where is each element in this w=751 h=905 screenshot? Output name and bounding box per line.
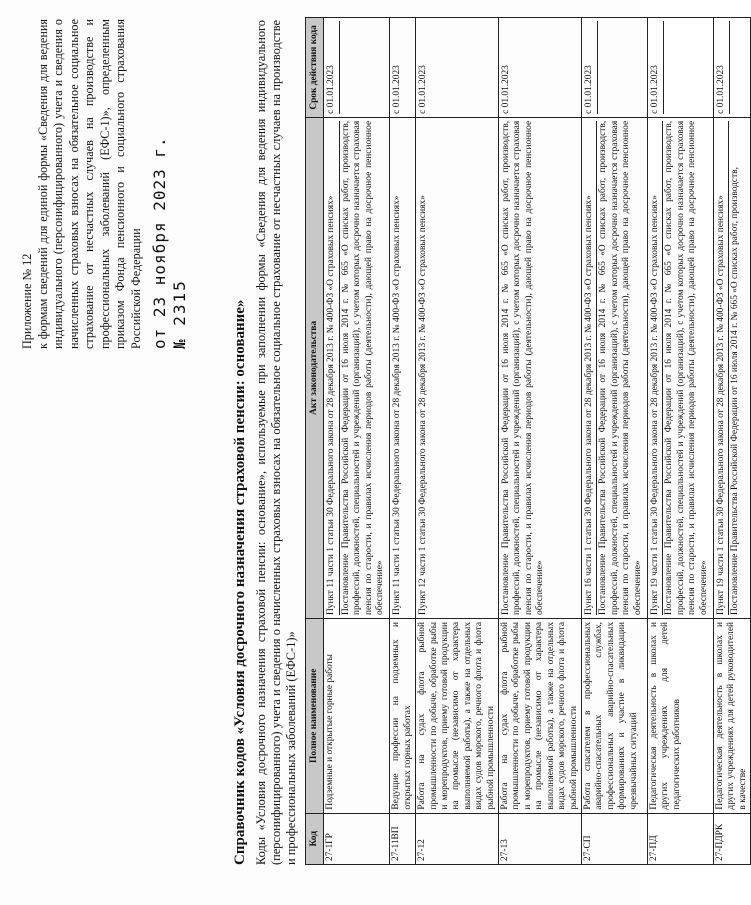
validity-date: с 01.01.2023 [325,21,340,114]
validity-date [340,21,388,114]
intro-paragraph: Коды «Условия досрочного назначения страховой пенсии: основание», используемые при заполнении формы «Сведения для ведения индивидуального (персонифицированного) учета и сведения о начисленных страховых взносах на обязательное социальное страхование от несчастных случаев на производстве и профессиональных заболеваний (ЕФС-1)» [254,20,298,865]
validity-date [730,21,743,114]
row-code: 27-12 [416,813,499,864]
appendix-date: от 23 ноября 2023 г. [150,136,169,349]
header-name: Полное наименование [306,618,324,813]
appendix-order-number: № 2315 [169,279,189,349]
validity-date: с 01.01.2023 [501,65,512,114]
row-code: 27-СП [581,813,647,864]
validity-date: с 01.01.2023 [715,21,730,114]
row-legislation [324,117,390,618]
row-legislation [499,117,582,618]
row-full-name: Ведущие профессии на подземных и открытых горных работах [390,618,416,813]
row-full-name: Педагогическая деятельность в школах и других учреждениях для детей руководителей в качестве [713,618,750,813]
row-validity [390,18,416,118]
table-row [324,18,390,865]
row-legislation [416,117,499,618]
row-legislation [581,117,647,618]
legislation-act: Пункт 19 части 1 статьи 30 Федерального закона от 28 декабря 2013 г. № 400-ФЗ «О страховых пенсиях» [715,121,729,615]
validity-date [598,21,646,114]
row-legislation [647,117,713,618]
legislation-act: Пункт 11 части 1 статьи 30 Федерального закона от 28 декабря 2013 г. № 400-ФЗ «О страховых пенсиях» [392,195,403,615]
legislation-act: Пункт 11 части 1 статьи 30 Федерального закона от 28 декабря 2013 г. № 400-ФЗ «О страховых пенсиях» [325,121,339,615]
validity-date: с 01.01.2023 [649,21,664,114]
legislation-act: Пункт 16 части 1 статьи 30 Федерального закона от 28 декабря 2013 г. № 400-ФЗ «О страховых пенсиях» [583,121,597,615]
validity-date: с 01.01.2023 [583,21,598,114]
row-full-name: Подземные и открытые горные работы [324,618,390,813]
row-legislation [713,117,750,618]
row-full-name: Педагогическая деятельность в школах и других учреждениях для детей педагогических работников [647,618,713,813]
row-code: 27-ПД [647,813,713,864]
legislation-act: Постановление Правительства Российской Федерации от 16 июля 2014 г. № 665 «О списках работ, производств, профессий, должностей, специальностей и учреждений (организаций), с учетом которых досрочно назначается страховая пенсия по старости, и правилах исчисления периодов работы (деятельности), дающей право на досрочное пенсионное обеспечение» [501,120,546,615]
validity-date: с 01.01.2023 [392,65,403,114]
row-full-name: Работа на судах флота рыбной промышленности по добыче, обработке рыбы и морепродуктов, приему готовой продукции на промысле (независимо от характера выполняемой работы), а также на отдельных видах судов морского, речного флота и флота рыбной промышленности [499,618,582,813]
legislation-act: Пункт 19 части 1 статьи 30 Федерального закона от 28 декабря 2013 г. № 400-ФЗ «О страховых пенсиях» [649,121,663,615]
legislation-act: Постановление Правительства Российской Федерации от 16 июля 2014 г. № 665 «О списках работ, производств, профессий, должностей, специальностей и учреждений (организаций), с учетом которых досрочно назначается страховая пенсия по старости, и правилах исчисления периодов работы (деятельности), дающей право на досрочное пенсионное обеспечение» [598,120,643,615]
row-validity [713,18,750,118]
document-title: Справочник кодов «Условия досрочного назначения страховой пенсии: основание» [232,299,248,865]
row-code: 27-11ВП [390,813,416,864]
table-row [581,18,647,865]
row-full-name: Работа спасателем в профессиональных аварийно-спасательных службах, профессиональных аварийно-спасательных формированиях и участие в ликвидации чрезвычайных ситуаций [581,618,647,813]
header-validity: Срок действия кода [306,18,324,118]
table-body [324,18,751,865]
legislation-act: Постановление Правительства Российской Федерации от 16 июля 2014 г. № 665 «О списках работ, производств, [730,167,741,615]
header-code: Код [306,813,324,864]
appendix-number: Приложение № 12 [20,253,34,349]
table-header-row [306,18,324,865]
row-validity [499,18,582,118]
validity-date: с 01.01.2023 [418,65,429,114]
table-row [713,18,750,865]
codes-table [305,17,751,865]
row-legislation [390,117,416,618]
row-validity [324,18,390,118]
validity-date [664,21,712,114]
row-code: 27-1ГР [324,813,390,864]
row-validity [581,18,647,118]
row-full-name: Работа на судах флота рыбной промышленности по добыче, обработке рыбы и морепродуктов, приему готовой продукции на промысле (независимо от характера выполняемой работы), а также на отдельных видах судов морского, речного флота и флота рыбной промышленности [416,618,499,813]
table-row [499,18,582,865]
table-row [647,18,713,865]
row-code: 27-ПДРК [713,813,750,864]
table-row [390,18,416,865]
row-code: 27-13 [499,813,582,864]
legislation-act: Постановление Правительства Российской Федерации от 16 июля 2014 г. № 665 «О списках работ, производств, профессий, должностей, специальностей и учреждений (организаций), с учетом которых досрочно назначается страховая пенсия по старости, и правилах исчисления периодов работы (деятельности), дающей право на досрочное пенсионное обеспечение» [340,120,386,615]
legislation-act: Пункт 12 части 1 статьи 30 Федерального закона от 28 декабря 2013 г. № 400-ФЗ «О страховых пенсиях» [418,195,429,615]
row-validity [647,18,713,118]
row-validity [416,18,499,118]
legislation-act: Постановление Правительства Российской Федерации от 16 июля 2014 г. № 665 «О списках работ, производств, профессий, должностей, специальностей и учреждений (организаций), с учетом которых досрочно назначается страховая пенсия по старости, и правилах исчисления периодов работы (деятельности), дающей право на досрочное пенсионное обеспечение» [664,120,709,615]
table-row [416,18,499,865]
appendix-header [20,19,187,349]
header-act: Акт законодательства [306,117,324,618]
appendix-text: к формам сведений для единой формы «Сведения для ведения индивидуального (персонифицированного) учета и сведения о начисленных страховых взносах на обязательное социальное страхование от несчастных случаев на производстве и профессиональных заболеваний (ЕФС-1)», определенным приказом Фонда пенсионного и социального страхования Российской Федерации [35,19,143,349]
